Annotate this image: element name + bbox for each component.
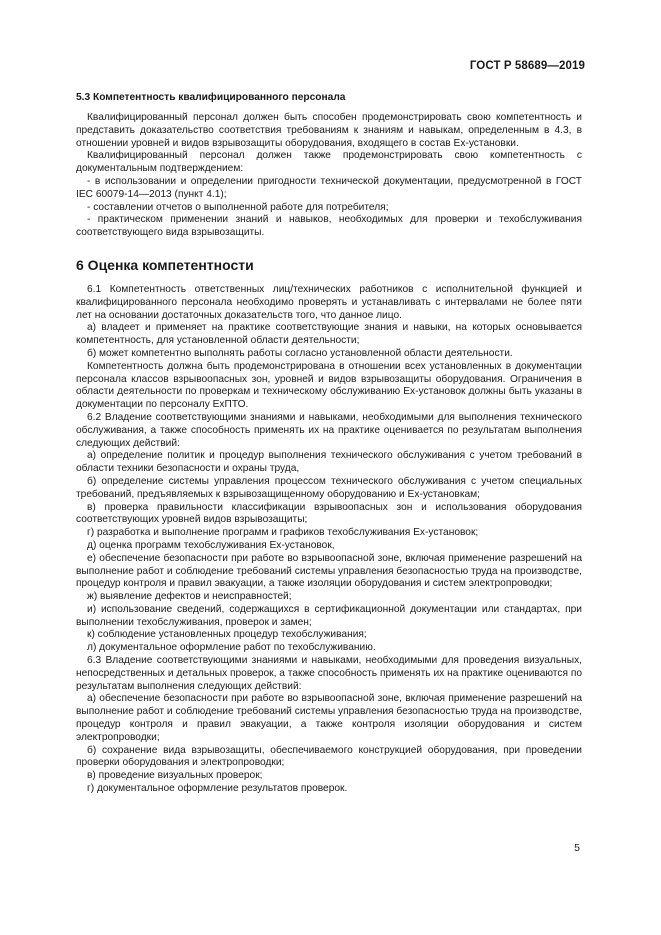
list-item: а) владеет и применяет на практике соответствующие знания и навыки, на которых основывается компетентность, для установленной области деятельности; xyxy=(76,322,582,347)
list-item: - практическом применении знаний и навыков, необходимых для проверки и техобслуживания соответствующего вида взрывозащиты. xyxy=(76,214,582,239)
list-item: ж) выявление дефектов и неисправностей; xyxy=(87,591,292,603)
list-item: а) определение политик и процедур выполнения технического обслуживания с учетом требований в области техники безопасности и охраны труда, xyxy=(76,450,582,475)
list-item: в) проведение визуальных проверок; xyxy=(87,770,263,782)
document-number: ГОСТ Р 58689—2019 xyxy=(469,60,585,72)
list-item: к) соблюдение установленных процедур техобслуживания; xyxy=(87,629,367,641)
list-item: - в использовании и определении пригодности технической документации, предусмотренной в ГОСТ IEC 60079-14—2013 (пункт 4.1); xyxy=(76,175,582,200)
list-item: в) проверка правильности классификации взрывоопасных зон и использования оборудования соответствующих уровней видов взрывозащиты; xyxy=(76,501,582,526)
paragraph: Компетентность должна быть продемонстрирована в отношении всех установленных в документации персонала классов взрывоопасных зон, уровней и видов взрывозащиты оборудования. Ограничения в области деятельности по проверкам и техническому обслуживанию Ex-установок должны быть указаны в документации по персоналу ExПТО. xyxy=(76,360,582,411)
paragraph: 6.1 Компетентность ответственных лиц/технических работников с исполнительной функцией и квалифицированного персонала необходимо проверять и устанавливать с интервалами не более пяти лет на основании достаточных доказательств того, что данное лицо. xyxy=(76,283,582,321)
paragraph: Квалифицированный персонал должен также продемонстрировать свою компетентность с документальным подтверждением: xyxy=(76,150,582,175)
paragraph: 6.2 Владение соответствующими знаниями и навыками, необходимыми для выполнения технического обслуживания, а также способность применять их на практике оценивается по результатам выполнения следующих действий: xyxy=(76,411,582,449)
section-5-3-body xyxy=(76,112,582,240)
list-item: г) документальное оформление результатов проверок. xyxy=(87,783,348,795)
list-item: а) обеспечение безопасности при работе во взрывоопасной зоне, включая применение разрешений на выполнение работ и соблюдение требований системы управления безопасностью труда на производстве, процедур контроля и правил эвакуации, а также контроля изоляции оборудования и систем электропроводки; xyxy=(76,693,582,743)
list-item: б) определение системы управления процессом технического обслуживания с учетом специальных требований, предъявляемых к взрывозащищенному оборудованию и Ex-установкам; xyxy=(76,475,582,500)
paragraph: Квалифицированный персонал должен быть способен продемонстрировать свою компетентность и представить доказательство соответствия требованиям к знаниям и навыкам, определенным в 4.3, в отношении уровней и видов взрывозащиты оборудования, входящего в состав Ex-установки. xyxy=(76,112,582,149)
paragraph: 6.3 Владение соответствующими знаниями и навыками, необходимыми для проведения визуальных, непосредственных и детальных проверок, а также способность применять их на практике оцениваются по результатам выполнения следующих действий: xyxy=(76,655,582,692)
section-6-title: 6 Оценка компетентности xyxy=(76,256,254,273)
section-6-body xyxy=(76,284,582,796)
list-item: - составлении отчетов о выполненной работе для потребителя; xyxy=(87,201,389,213)
list-item: г) разработка и выполнение программ и графиков техобслуживания Ex-установок; xyxy=(87,527,479,539)
list-item: л) документальное оформление работ по техобслуживанию. xyxy=(87,642,376,654)
list-item: б) может компетентно выполнять работы согласно установленной области деятельности. xyxy=(87,347,513,359)
page-number: 5 xyxy=(574,842,580,854)
list-item: б) сохранение вида взрывозащиты, обеспечиваемого конструкцией оборудования, при проведении проверки оборудования и электропроводки; xyxy=(76,744,582,769)
page-content xyxy=(76,91,582,796)
section-5-3-title: 5.3 Компетентность квалифицированного персонала xyxy=(76,92,346,103)
list-item: е) обеспечение безопасности при работе во взрывоопасной зоне, включая применение разрешений на выполнение работ и соблюдение требований системы управления безопасностью труда на производстве, процедур контроля и правил эвакуации, а также изоляции оборудования и систем электропроводки; xyxy=(76,552,582,590)
list-item: и) использование сведений, содержащихся в сертификационной документации или стандартах, при выполнении техобслуживания, проверок и замен; xyxy=(76,603,582,628)
list-item: д) оценка программ техобслуживания Ex-установок, xyxy=(87,539,335,551)
